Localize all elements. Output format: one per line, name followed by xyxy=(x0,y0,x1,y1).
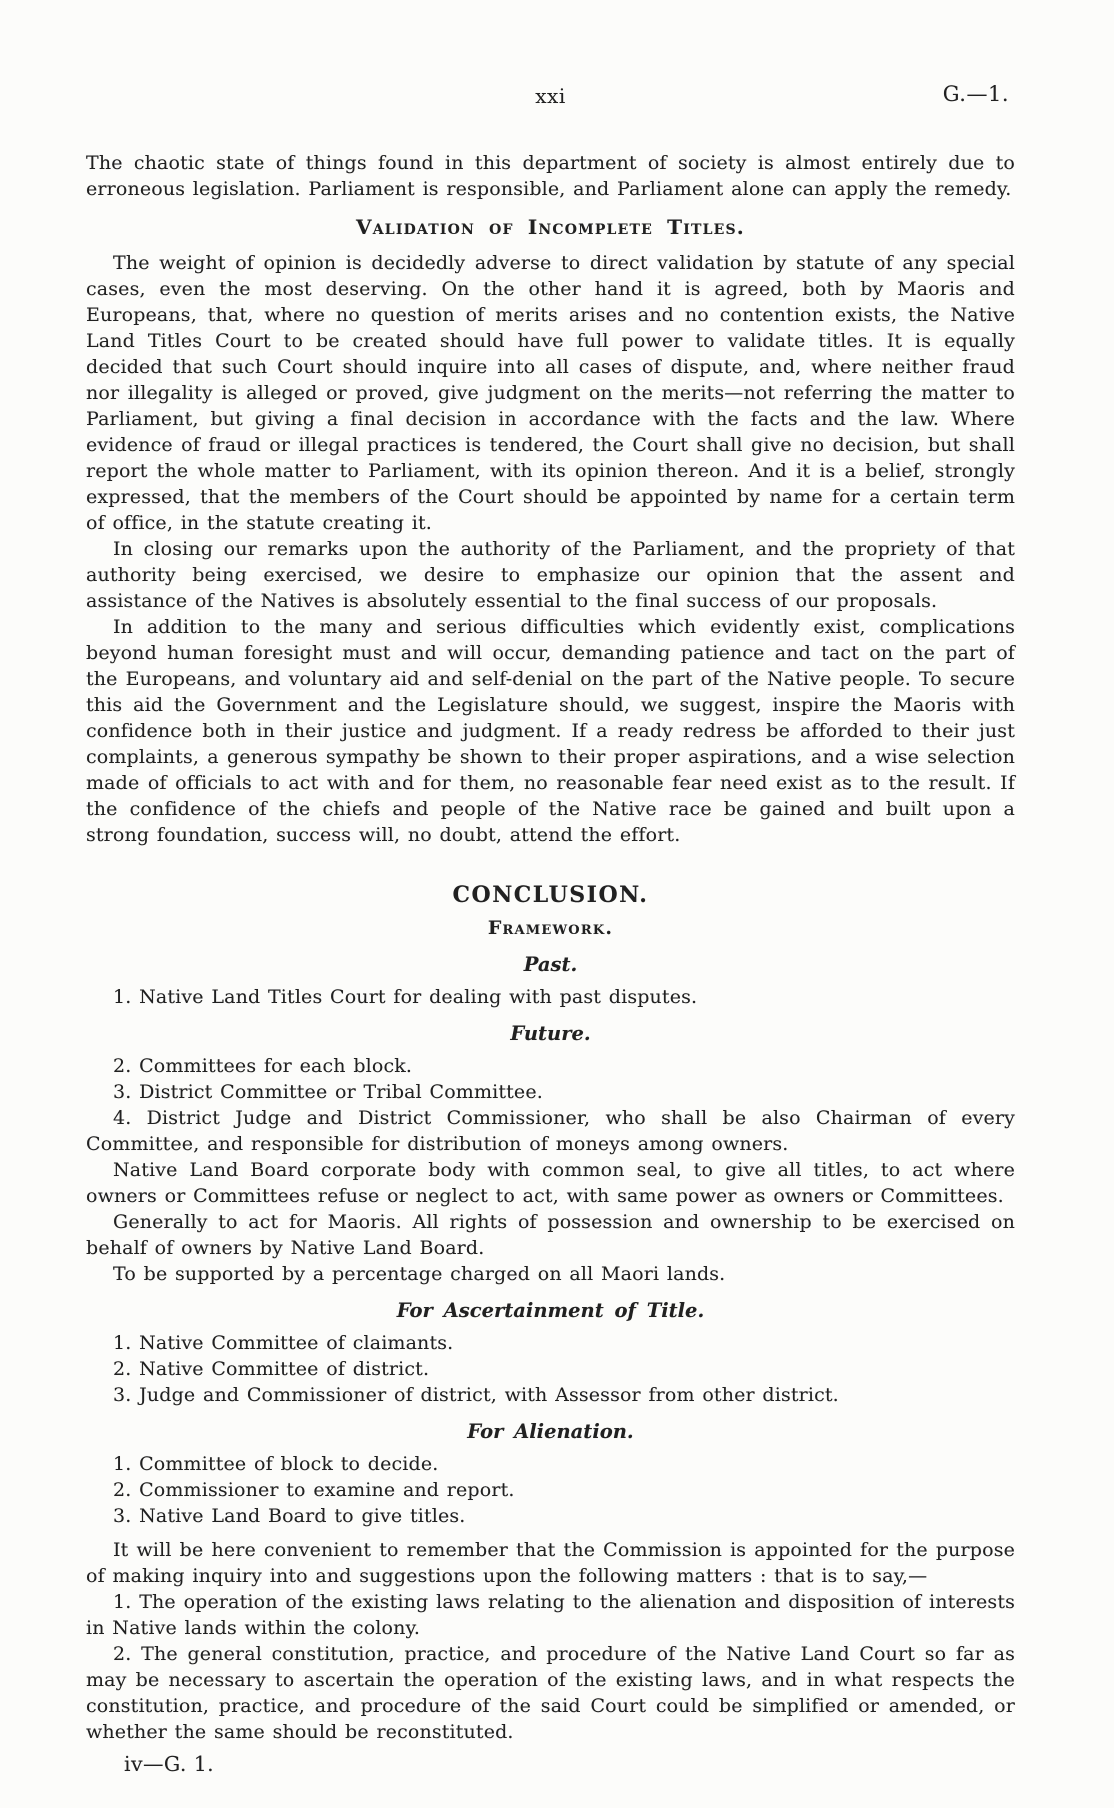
list-item: 2. Native Committee of district. xyxy=(113,1358,430,1380)
paper-reference: G.—1. xyxy=(942,82,1009,106)
list-item: 3. District Committee or Tribal Committee. xyxy=(113,1081,543,1103)
subheading-ascertainment-of-title: For Ascertainment of Title. xyxy=(396,1299,705,1322)
list-item: 3. Judge and Commissioner of district, with Assessor from other district. xyxy=(113,1384,839,1406)
page-number: xxi xyxy=(535,84,566,108)
subsection-heading-framework: Framework. xyxy=(487,917,614,939)
paragraph: 4. District Judge and District Commissioner, who shall be also Chairman of every Committee, and responsible for distribution of moneys among owners. xyxy=(86,1107,1015,1155)
list-item: 2. Committees for each block. xyxy=(113,1055,413,1077)
page-header xyxy=(86,84,1015,110)
paragraph-intro: The chaotic state of things found in this department of society is almost entirely due to erroneous legislation. Parliament is responsible, and Parliament alone can apply the remedy. xyxy=(86,152,1015,200)
paragraph: Generally to act for Maoris. All rights of possession and ownership to be exercised on behalf of owners by Native Land Board. xyxy=(86,1211,1015,1259)
volume-signature: iv—G. 1. xyxy=(124,1752,215,1776)
subheading-past: Past. xyxy=(523,953,578,976)
section-heading-conclusion: CONCLUSION. xyxy=(452,882,649,908)
list-item: 2. Commissioner to examine and report. xyxy=(113,1479,515,1501)
paragraph: Native Land Board corporate body with common seal, to give all titles, to act where owners or Committees refuse or neglect to act, with same power as owners or Committees. xyxy=(86,1159,1015,1207)
section-heading-validation: Validation of Incomplete Titles. xyxy=(356,215,745,239)
paragraph: In addition to the many and serious difficulties which evidently exist, complications beyond human foresight must and will occur, demanding patience and tact on the part of the Europeans, and voluntary aid and self-denial on the part of the Native people. To secure this aid the Government and the Legislature should, we suggest, inspire the Maoris with confidence both in their justice and judgment. If a ready redress be afforded to their just complaints, a generous sympathy be shown to their proper aspirations, and a wise selection made of officials to act with and for them, no reasonable fear need exist as to the result. If the confidence of the chiefs and people of the Native race be gained and built upon a strong foundation, success will, no doubt, attend the effort. xyxy=(86,616,1015,846)
paragraph: 2. The general constitution, practice, and procedure of the Native Land Court so far as may be necessary to ascertain the operation of the existing laws, and in what respects the constitution, practice, and procedure of the said Court could be simplified or amended, or whether the same should be reconstituted. xyxy=(86,1643,1015,1743)
paragraph: 1. The operation of the existing laws relating to the alienation and disposition of interests in Native lands within the colony. xyxy=(86,1591,1015,1639)
paragraph: The weight of opinion is decidedly adverse to direct validation by statute of any special cases, even the most deserving. On the other hand it is agreed, both by Maoris and Europeans, that, where no question of merits arises and no contention exists, the Native Land Titles Court to be created should have full power to validate titles. It is equally decided that such Court should inquire into all cases of dispute, and, where neither fraud nor illegality is alleged or proved, give judgment on the merits—not referring the matter to Parliament, but giving a final decision in accordance with the facts and the law. Where evidence of fraud or illegal practices is tendered, the Court shall give no decision, but shall report the whole matter to Parliament, with its opinion thereon. And it is a belief, strongly expressed, that the members of the Court should be appointed by name for a certain term of office, in the statute creating it. xyxy=(86,252,1015,534)
paragraph: It will be here convenient to remember that the Commission is appointed for the purpose of making inquiry into and suggestions upon the following matters : that is to say,— xyxy=(86,1539,1015,1587)
list-item: 1. Native Committee of claimants. xyxy=(113,1332,454,1354)
list-item: 3. Native Land Board to give titles. xyxy=(113,1505,466,1527)
list-item: 1. Committee of block to decide. xyxy=(113,1453,439,1475)
subheading-alienation: For Alienation. xyxy=(467,1420,634,1443)
subheading-future: Future. xyxy=(510,1022,591,1045)
paragraph: To be supported by a percentage charged on all Maori lands. xyxy=(113,1263,726,1285)
list-item: 1. Native Land Titles Court for dealing with past disputes. xyxy=(113,986,698,1008)
paragraph: In closing our remarks upon the authority of the Parliament, and the propriety of that authority being exercised, we desire to emphasize our opinion that the assent and assistance of the Natives is absolutely essential to the final success of our proposals. xyxy=(86,538,1015,612)
text-column xyxy=(86,84,1015,1778)
